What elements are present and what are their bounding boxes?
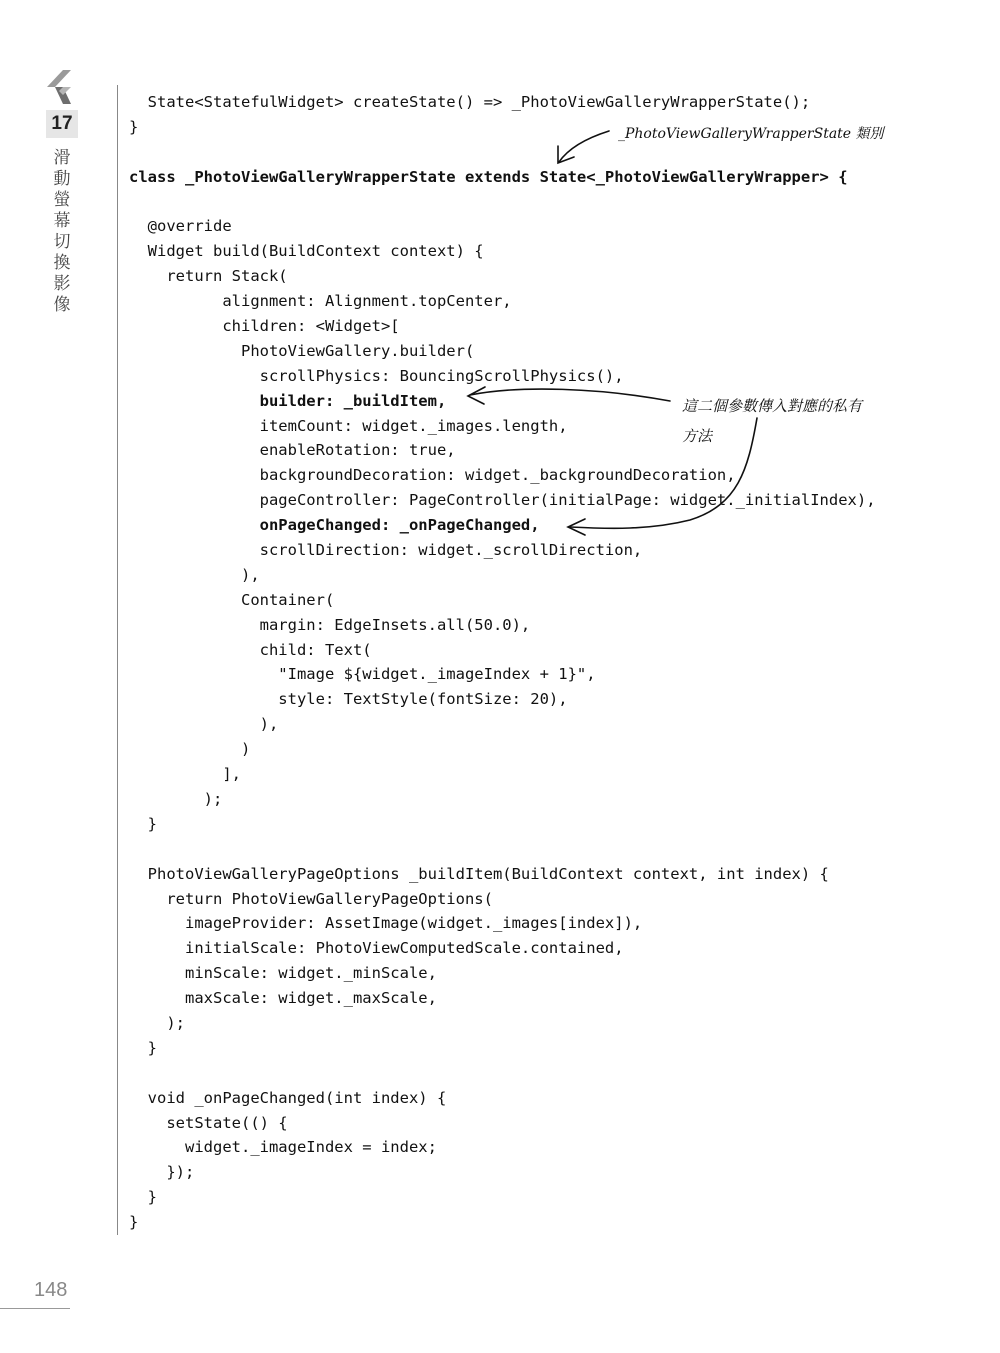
code-line: "Image ${widget._imageIndex + 1}", — [129, 665, 596, 684]
code-line: enableRotation: true, — [129, 441, 456, 460]
code-line: builder: _buildItem, — [129, 391, 447, 410]
class-annotation: _PhotoViewGalleryWrapperState 類別 — [618, 126, 884, 142]
code-line: ), — [129, 715, 279, 734]
code-line: PhotoViewGallery.builder( — [129, 341, 475, 360]
code-line: PhotoViewGalleryPageOptions _buildItem(BuildContext context, int index) { — [129, 864, 829, 883]
code-line: } — [129, 1038, 157, 1057]
code-line: backgroundDecoration: widget._backgroundDecoration, — [129, 466, 736, 485]
flutter-logo-icon — [47, 70, 77, 104]
code-line — [129, 140, 876, 165]
code-line: child: Text( — [129, 640, 372, 659]
code-line: itemCount: widget._images.length, — [129, 416, 568, 435]
code-line: Container( — [129, 590, 335, 609]
code-line — [129, 190, 876, 215]
code-line: } — [129, 117, 139, 136]
code-line: Widget build(BuildContext context) { — [129, 242, 484, 261]
code-line: margin: EdgeInsets.all(50.0), — [129, 615, 531, 634]
code-line — [129, 1061, 876, 1086]
code-line: ], — [129, 765, 241, 784]
code-line: setState(() { — [129, 1113, 288, 1132]
code-line: imageProvider: AssetImage(widget._images[index]), — [129, 914, 643, 933]
code-line: return Stack( — [129, 267, 288, 286]
code-line: children: <Widget>[ — [129, 317, 400, 336]
code-line: } — [129, 1188, 157, 1207]
chapter-sidebar — [40, 70, 84, 316]
code-line: onPageChanged: _onPageChanged, — [129, 516, 540, 535]
code-line: ) — [129, 740, 251, 759]
code-line: }); — [129, 1163, 195, 1182]
code-line: style: TextStyle(fontSize: 20), — [129, 690, 568, 709]
code-line: pageController: PageController(initialPage: widget._initialIndex), — [129, 491, 876, 510]
code-line: minScale: widget._minScale, — [129, 964, 437, 983]
code-line — [129, 837, 876, 862]
code-line: ); — [129, 1013, 185, 1032]
code-line: State<StatefulWidget> createState() => _PhotoViewGalleryWrapperState(); — [129, 93, 811, 111]
params-annotation: 這二個參數傳入對應的私有方法 — [682, 397, 863, 445]
code-listing — [129, 90, 876, 1235]
code-line: initialScale: PhotoViewComputedScale.contained, — [129, 939, 624, 958]
code-line: scrollDirection: widget._scrollDirection, — [129, 541, 643, 560]
code-line: ), — [129, 565, 260, 584]
code-line: } — [129, 814, 157, 833]
code-line: alignment: Alignment.topCenter, — [129, 292, 512, 311]
code-line: ); — [129, 789, 223, 808]
code-line: widget._imageIndex = index; — [129, 1138, 437, 1157]
code-line: void _onPageChanged(int index) { — [129, 1088, 447, 1107]
code-line: maxScale: widget._maxScale, — [129, 989, 437, 1008]
code-line: return PhotoViewGalleryPageOptions( — [129, 889, 493, 908]
footer-rule — [0, 1308, 70, 1309]
page-number: 148 — [34, 1279, 68, 1301]
code-margin-rule — [117, 85, 118, 1235]
code-line: class _PhotoViewGalleryWrapperState extends State<_PhotoViewGalleryWrapper> { — [129, 167, 848, 186]
chapter-title: 滑動螢幕切換影像 — [53, 148, 71, 315]
code-line: @override — [129, 217, 232, 236]
code-line: } — [129, 1213, 139, 1232]
chapter-number: 17 — [46, 110, 78, 138]
code-line: scrollPhysics: BouncingScrollPhysics(), — [129, 366, 624, 385]
